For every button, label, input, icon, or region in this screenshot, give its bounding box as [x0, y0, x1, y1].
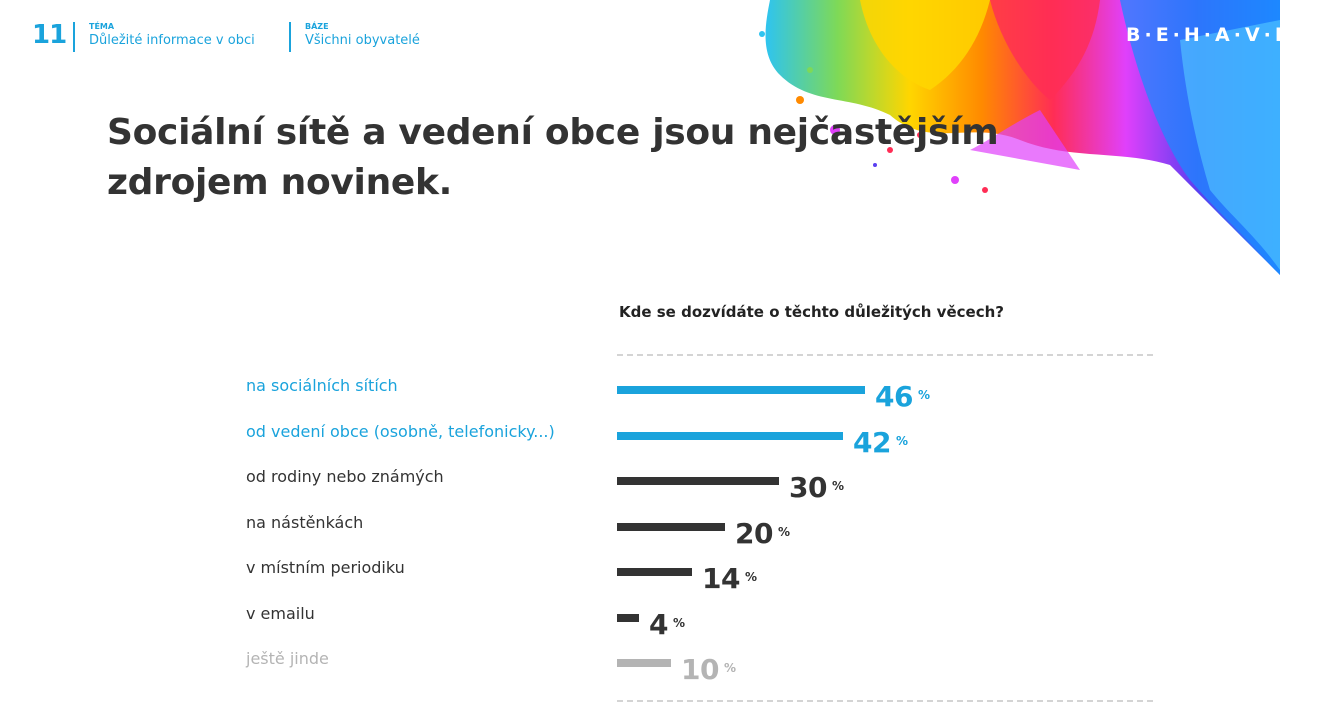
value-label: [789, 473, 844, 503]
top-dashed-divider: [617, 354, 1153, 356]
value-number: 4: [649, 608, 668, 641]
value-label: [735, 519, 790, 549]
base-caption: BÁZE: [305, 22, 329, 31]
value-number: 46: [875, 380, 913, 413]
bar: [617, 659, 671, 667]
bar: [617, 568, 692, 576]
behavio-logo: B·E·H·A·V·I·O: [1126, 24, 1317, 46]
base-value: Všichni obyvatelé: [305, 33, 420, 48]
value-unit: %: [917, 388, 930, 402]
bar: [617, 614, 639, 622]
bar: [617, 477, 779, 485]
category-label: v místním periodiku: [246, 558, 405, 577]
value-label: [875, 382, 930, 412]
value-number: 42: [853, 426, 891, 459]
bottom-dashed-divider: [617, 700, 1153, 702]
category-label: na sociálních sítích: [246, 376, 398, 395]
value-number: 10: [681, 653, 719, 686]
topic-block: [73, 22, 255, 52]
bar: [617, 523, 725, 531]
value-label: [702, 564, 757, 594]
bar: [617, 386, 865, 394]
category-label: v emailu: [246, 604, 315, 623]
value-number: 14: [702, 562, 740, 595]
value-unit: %: [777, 525, 790, 539]
category-label: na nástěnkách: [246, 513, 364, 532]
chart-question: Kde se dozvídáte o těchto důležitých věcech?: [619, 303, 1004, 321]
topic-value: Důležité informace v obci: [89, 33, 255, 48]
slide-title: Sociální sítě a vedení obce jsou nejčastějším zdrojem novinek.: [107, 112, 999, 203]
value-label: [681, 655, 736, 685]
value-unit: %: [744, 570, 757, 584]
bar: [617, 432, 843, 440]
topic-caption: TÉMA: [89, 22, 115, 31]
category-label: od vedení obce (osobně, telefonicky...): [246, 422, 555, 441]
category-label: ještě jinde: [246, 649, 329, 668]
value-unit: %: [723, 661, 736, 675]
value-unit: %: [895, 434, 908, 448]
value-number: 30: [789, 471, 827, 504]
value-unit: %: [831, 479, 844, 493]
value-label: [649, 610, 685, 640]
base-block: [289, 22, 420, 52]
slide-number: 11: [32, 20, 67, 50]
value-number: 20: [735, 517, 773, 550]
value-label: [853, 428, 908, 458]
category-label: od rodiny nebo známých: [246, 467, 444, 486]
value-unit: %: [672, 616, 685, 630]
